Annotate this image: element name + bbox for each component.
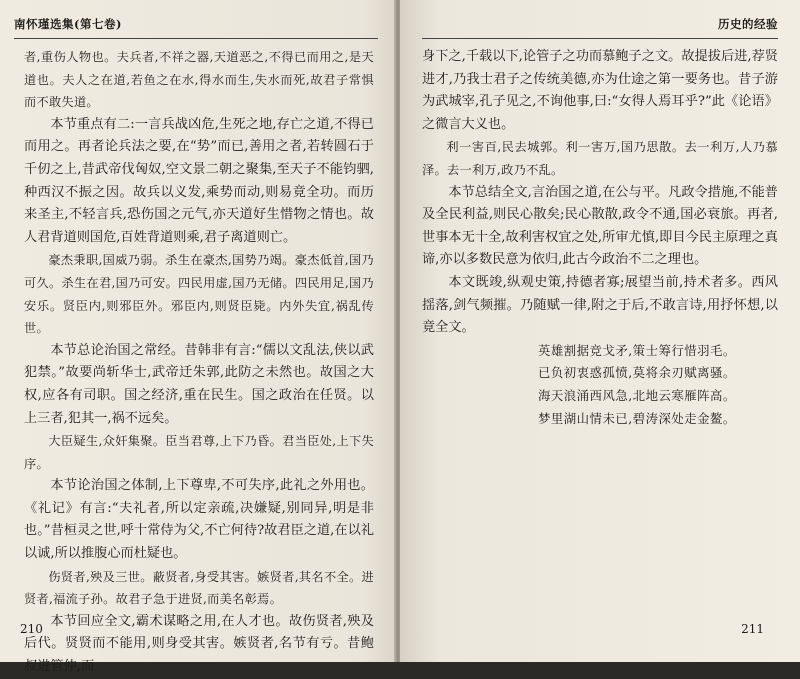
commentary-paragraph: 本节重点有二:一言兵战凶危,生死之地,存亡之道,不得已而用之。再者论兵法之要,在“势”而已,善用之者,若转圆石于千仞之上,昔武帝伐匈奴,空文景二朝之聚集,至天子不能钧驷,种西汉不振之因。故兵以义发,乘势而动,则易竟全功。而历来圣主,不轻言兵,恐伤国之元气,亦天道好生惜物之情也。故人君背道则国危,百姓背道则乘,君子离道则亡。	[24, 116, 374, 245]
left-page	[0, 0, 396, 675]
commentary-paragraph: 本节论治国之体制,上下尊卑,不可失序,此礼之外用也。《礼记》有言:“夫礼者,所以定亲疏,决嫌疑,别同异,明是非也。”昔桓灵之世,呼十常侍为父,不亡何待?故君臣之道,在以礼以诚,所以推腹心而杜疑也。	[24, 478, 374, 562]
classic-text-paragraph: 者,重伤人物也。夫兵者,不祥之器,天道恶之,不得已而用之,是天道也。夫人之在道,若鱼之在水,得水而生,失水而死,故君子常惧而不敢失道。	[24, 50, 374, 110]
classic-text-paragraph: 伤贤者,殃及三世。蔽贤者,身受其害。嫉贤者,其名不全。进贤者,福流子孙。故君子急于进贤,而美名彰焉。	[24, 569, 374, 607]
page-number: 211	[741, 622, 764, 636]
commentary-paragraph: 本节总论治国之常经。昔韩非有言:“儒以文乱法,侠以武犯禁。”故要尚斩华士,武帝迁朱郭,此防之未然也。故国之大权,应各有司职。国之经济,重在民生。国之政治在任贤。以上三者,犯其一,祸不远矣。	[24, 342, 374, 426]
right-page	[400, 0, 800, 662]
commentary-paragraph: 本节总结全文,言治国之道,在公与平。凡政令措施,不能普及全民利益,则民心散矣;民心散散,政令不通,国必衰旅。再者,世事本无十全,故利害权宜之处,所审尤慎,即目今民主原理之真谛,亦以多数民意为依归,此古今政治不二之理也。	[422, 184, 778, 268]
left-page-body	[24, 46, 374, 679]
commentary-paragraph: 身下之,千载以下,论管子之功而慕鲍子之文。故提拔后进,荐贤进才,乃我士君子之传统美德,亦为仕途之第一要务也。昔子游为武城宰,孔子见之,不询他事,曰:“女得人焉耳乎?”此《论语》之微言大义也。	[422, 49, 778, 132]
commentary-paragraph: 本文既竣,纵观史策,持德者寡;展望当前,持术者多。西风揺落,剑气频摧。乃随赋一律,附之于后,不敢言诗,用抒怀想,以竟全文。	[422, 274, 778, 336]
classic-text-paragraph: 利一害百,民去城郭。利一害万,国乃思散。去一利万,人乃慕泽。去一利万,政乃不乱。	[422, 140, 778, 177]
header-rule	[422, 38, 778, 39]
header-rule	[14, 38, 378, 39]
classic-text-paragraph: 大臣疑生,众奸集聚。臣当君尊,上下乃昏。君当臣处,上下失序。	[24, 434, 374, 471]
running-header: 历史的经验	[718, 17, 778, 31]
right-page-body	[422, 46, 778, 430]
commentary-paragraph: 本节回应全文,霸术谋略之用,在人才也。故伤贤者,殃及后代。贤贤而不能用,则身受其害。嫉贤者,名节有亏。昔鲍叔进管仲,而	[24, 613, 374, 675]
poem-line: 英雄割据竞戈矛,策士筹行惜羽毛。	[538, 342, 736, 358]
poem	[422, 340, 778, 430]
classic-text-paragraph: 豪杰秉职,国威乃弱。杀生在豪杰,国势乃竭。豪杰低首,国乃可久。杀生在君,国乃可安。四民用虚,国乃无储。四民用足,国乃安乐。贤臣内,则邪臣外。邪臣内,则贤臣毙。内外失宜,祸乱传世。	[24, 253, 374, 336]
poem-line: 海天浪涌西风急,北地云寒雁阵高。	[538, 387, 736, 403]
running-header: 南怀瑾选集(第七卷)	[14, 17, 122, 31]
poem-line: 已负初衷惑孤愤,莫将余刃赋离骚。	[538, 365, 736, 381]
poem-line: 梦里湖山情未已,碧涛深处走金鳌。	[538, 410, 736, 426]
page-number: 210	[20, 622, 43, 636]
